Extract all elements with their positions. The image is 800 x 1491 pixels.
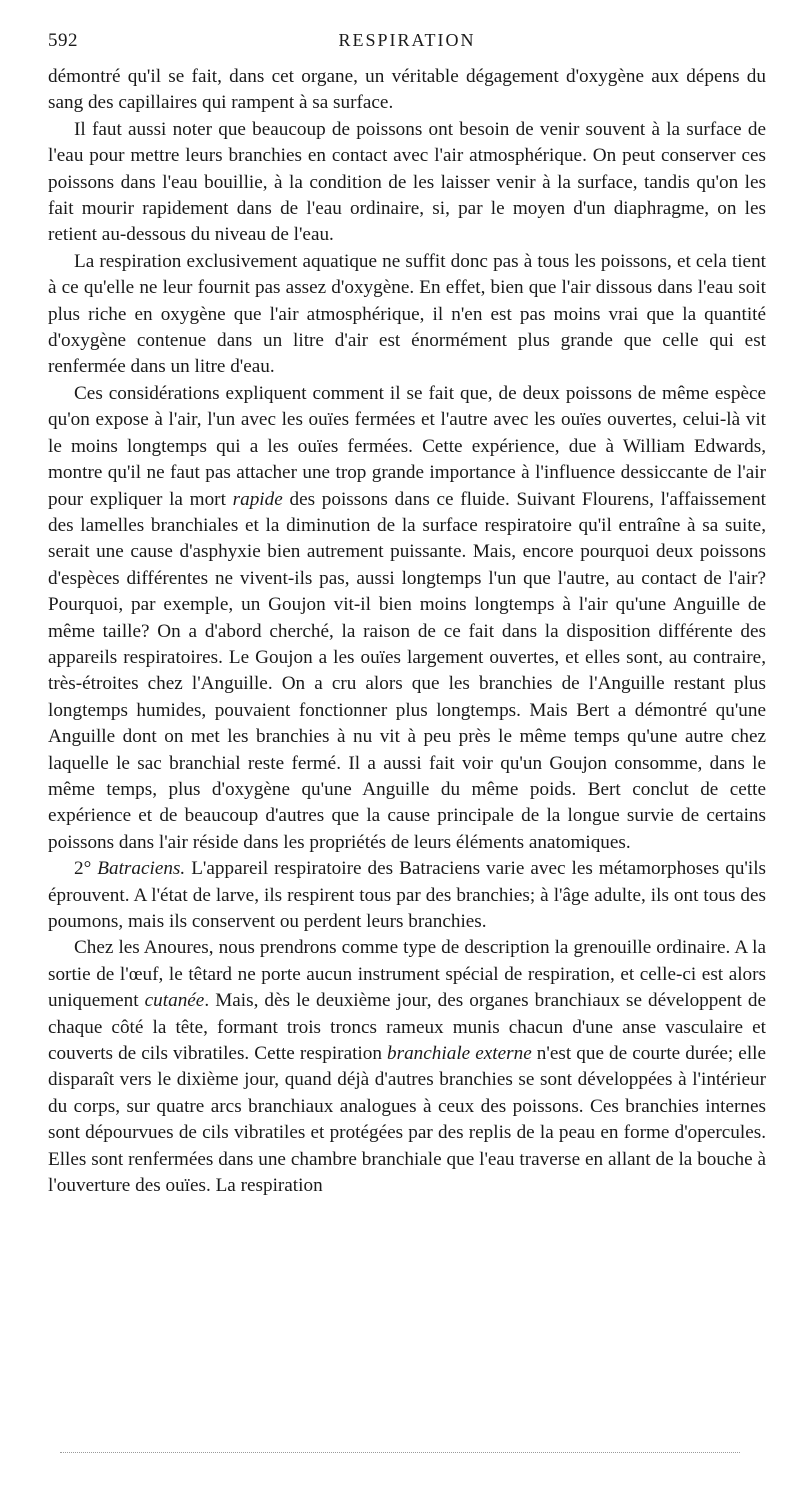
italic-term: rapide [232,488,283,510]
paragraph-text: n'est que de courte durée; elle disparaît vers le dixième jour, quand déjà d'autres branchies se sont développées à l'intérieur du corps, sur quatre arcs branchiaux analogues à ceux des poissons. Ces branchies internes sont dépourvues de cils vibratiles et protégées par des replis de la peau en forme d'opercules. Elles sont renfermées dans une chambre branchiale que l'eau traverse en allant de la bouche à l'ouverture des ouïes. La respiration [48,1043,766,1197]
body-text [48,64,766,1199]
paragraph-4 [48,381,766,856]
paragraph-text: Il faut aussi noter que beaucoup de poissons ont besoin de venir souvent à la surface de l'eau pour mettre leurs branchies en contact avec l'air atmosphérique. On peut conserver ces poissons dans l'eau bouillie, à la condition de les laisser venir à la surface, tandis qu'on les fait mourir rapidement dans de l'eau ordinaire, si, par le moyen d'un diaphragme, on les retient au-dessous du niveau de l'eau. [48,118,766,246]
italic-term: branchiale externe [387,1043,532,1065]
paragraph-text: Chez les Anoures, nous prendrons comme type de description la grenouille ordinaire. A la sortie de l'œuf, le têtard ne porte aucun instrument spécial de respiration, et celle-ci est alors uniquement [48,937,766,1012]
paragraph-6 [48,935,766,1199]
book-page [48,30,766,1199]
paragraph-text: des poissons dans ce fluide. Suivant Flourens, l'affaissement des lamelles branchiales et la diminution de la surface respiratoire qu'il entraîne à sa suite, serait une cause d'asphyxie bien autrement puissante. Mais, encore pourquoi deux poissons d'espèces différentes ne vivent-ils pas, aussi longtemps l'un que l'autre, au contact de l'air? Pourquoi, par exemple, un Goujon vit-il bien moins longtemps à l'air qu'une Anguille de même taille? On a d'abord cherché, la raison de ce fait dans la disposition différente des appareils respiratoires. Le Goujon a les ouïes largement ouvertes, et elles sont, au contraire, très-étroites chez l'Anguille. On a cru alors que les branchies de l'Anguille restant plus longtemps humides, pouvaient fonctionner plus longtemps. Mais Bert a démontré qu'une Anguille dont on met les branchies à nu vit à peu près le même temps qu'une autre chez laquelle le sac branchial reste fermé. Il a aussi fait voir qu'un Goujon consomme, dans le même temps, plus d'oxygène qu'une Anguille du même poids. Bert conclut de cette expérience et de beaucoup d'autres que la cause principale de la longue survie de certains poissons dans l'air réside dans les propriétés de leurs éléments anatomiques. [48,488,766,853]
page-header [48,30,766,56]
italic-term: cutanée [144,990,205,1012]
bottom-dotted-rule [60,1452,740,1453]
paragraph-5 [48,856,766,935]
page-number: 592 [48,30,78,51]
section-heading: Batraciens. [97,858,186,880]
paragraph-text: démontré qu'il se fait, dans cet organe, un véritable dégagement d'oxygène aux dépens du sang des capillaires qui rampent à sa surface. [48,66,766,114]
paragraph-1 [48,64,766,117]
paragraph-text: . Mais, dès le deuxième jour, des organes branchiaux se développent de chaque côté la tête, formant trois troncs rameux munis chacun d'une anse vasculaire et couverts de cils vibratiles. Cette respiration [48,990,766,1065]
paragraph-3 [48,249,766,381]
paragraph-text: L'appareil respiratoire des Batraciens varie avec les métamorphoses qu'ils éprouvent. A l'état de larve, ils respirent tous par des branchies; à l'âge adulte, ils ont tous des poumons, mais ils conservent ou perdent leurs branchies. [48,858,766,932]
paragraph-2 [48,117,766,249]
section-number: 2° [74,858,98,880]
running-title: RESPIRATION [338,30,476,50]
paragraph-text: La respiration exclusivement aquatique ne suffit donc pas à tous les poissons, et cela tient à ce qu'elle ne leur fournit pas assez d'oxygène. En effet, bien que l'air dissous dans l'eau soit plus riche en oxygène que l'air atmosphérique, il n'en est pas moins vrai que la quantité d'oxygène contenue dans un litre d'air est énormément plus grande que celle qui est renfermée dans un litre d'eau. [48,250,766,378]
paragraph-text: Ces considérations expliquent comment il se fait que, de deux poissons de même espèce qu'on expose à l'air, l'un avec les ouïes fermées et l'autre avec les ouïes ouvertes, celui-là vit le moins longtemps qui a les ouïes fermées. Cette expérience, due à William Edwards, montre qu'il ne faut pas attacher une trop grande importance à l'influence dessiccante de l'air pour expliquer la mort [48,382,766,510]
